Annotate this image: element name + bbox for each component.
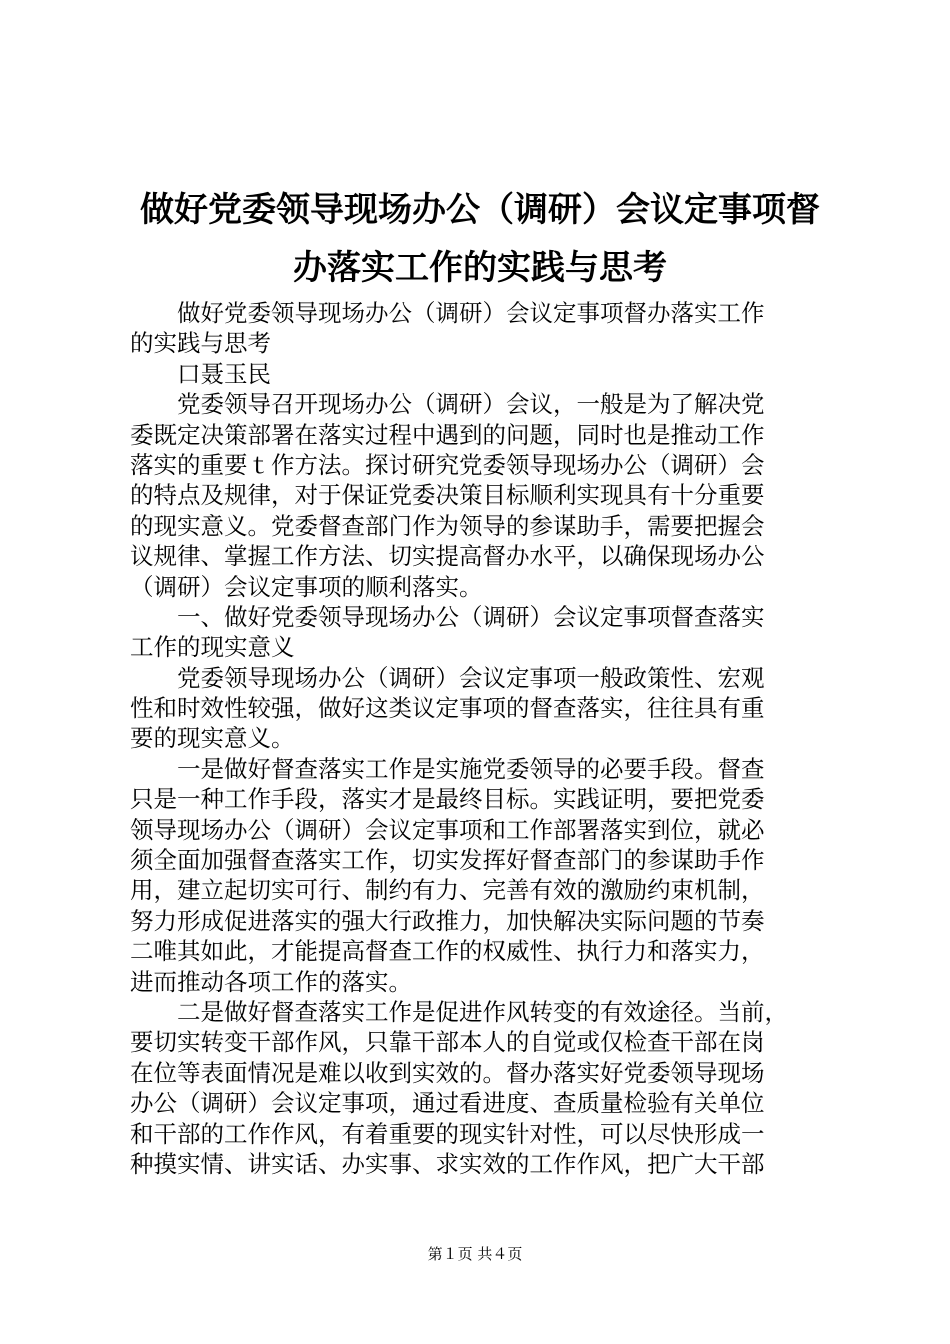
body-line: 二唯其如此，才能提高督查工作的权威性、执行力和落实力，	[130, 937, 765, 966]
body-line: 和干部的工作作风，有着重要的现实针对性，可以尽快形成一	[130, 1119, 765, 1148]
body-line: 党委领导召开现场办公（调研）会议，一般是为了解决党	[130, 390, 765, 419]
body-line: 在位等表面情况是难以收到实效的。督办落实好党委领导现场	[130, 1058, 765, 1087]
body-line: 领导现场办公（调研）会议定事项和工作部署落实到位，就必	[130, 815, 765, 844]
document-body	[130, 298, 830, 1179]
body-line: 种摸实情、讲实话、办实事、求实效的工作作风，把广大干部	[130, 1149, 765, 1178]
body-line: 须全面加强督查落实工作，切实发挥好督查部门的参谋助手作	[130, 846, 765, 875]
body-line: 议规律、掌握工作方法、切实提高督办水平，以确保现场办公	[130, 542, 765, 571]
body-line: 口聂玉民	[130, 359, 271, 388]
body-line: 性和时效性较强，做好这类议定事项的督查落实，往往具有重	[130, 694, 765, 723]
body-line: 做好党委领导现场办公（调研）会议定事项督办落实工作	[130, 299, 765, 327]
body-line: 一是做好督查落实工作是实施党委领导的必要手段。督查	[130, 754, 765, 783]
body-line: 努力形成促进落实的强大行政推力，加快解决实际问题的节奏	[130, 906, 765, 935]
body-line: 只是一种工作手段，落实才是最终目标。实践证明，要把党委	[130, 785, 765, 814]
body-line: 进而推动各项工作的落实。	[130, 967, 412, 996]
document-title-line-2: 办落实工作的实践与思考	[293, 248, 667, 288]
page-footer: 第１页 共４页	[427, 1245, 523, 1263]
body-line: 一、做好党委领导现场办公（调研）会议定事项督查落实	[130, 602, 765, 631]
body-line: （调研）会议定事项的顺利落实。	[130, 572, 483, 601]
body-line: 要的现实意义。	[130, 724, 295, 753]
body-line: 委既定决策部署在落实过程中遇到的问题，同时也是推动工作	[130, 420, 765, 449]
body-line: 的特点及规律，对于保证党委决策目标顺利实现具有十分重要	[130, 481, 765, 510]
body-line: 二是做好督查落实工作是促进作风转变的有效途径。当前，	[130, 997, 788, 1026]
document-title-line-1: 做好党委领导现场办公（调研）会议定事项督	[140, 190, 820, 230]
body-line: 党委领导现场办公（调研）会议定事项一般政策性、宏观	[130, 663, 765, 692]
body-line: 工作的现实意义	[130, 633, 295, 662]
body-line: 的现实意义。党委督查部门作为领导的参谋助手，需要把握会	[130, 511, 765, 540]
body-line: 办公（调研）会议定事项，通过看进度、查质量检验有关单位	[130, 1089, 765, 1118]
body-line: 要切实转变干部作风，只靠干部本人的自觉或仅检查干部在岗	[130, 1028, 765, 1057]
body-line: 用，建立起切实可行、制约有力、完善有效的激励约束机制，	[130, 876, 765, 905]
body-line: 的实践与思考	[130, 329, 271, 358]
body-line: 落实的重要ｔ作方法。探讨研究党委领导现场办公（调研）会	[130, 450, 765, 479]
